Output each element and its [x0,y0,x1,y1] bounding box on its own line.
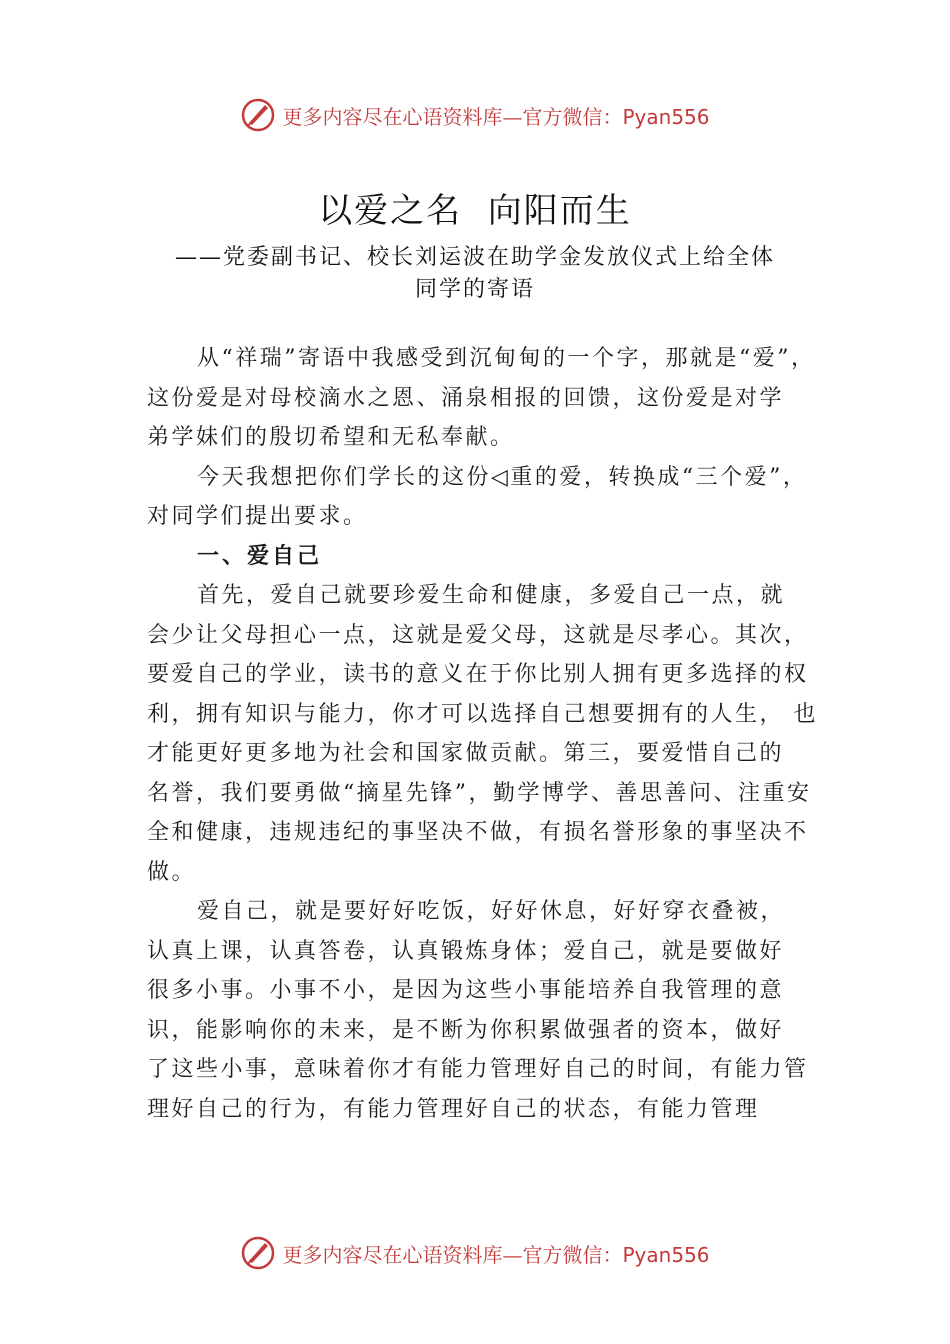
text-line: 今天我想把你们学长的这份◁重的爱，转换成“三个爱”， [197,464,808,490]
wechat-id: Pyan556 [622,1242,710,1267]
text-line: 这份爱是对母校滴水之恩、涌泉相报的回馈，这份爱是对学 [147,385,785,411]
text-line: 对同学们提出要求。 [147,504,368,529]
subtitle-line: 同学的寄语 [414,277,535,302]
footer-banner [0,1233,950,1273]
text-line: 识，能影响你的未来，是不断为你积累做强者的资本，做好 [147,1017,785,1043]
text-line: 会少让父母担心一点，这就是爱父母，这就是尽孝心。其次， [147,622,809,648]
quill-seal-icon [240,97,276,133]
text-line: 全和健康，违规违纪的事坚决不做，有损名誉形象的事坚决不 [147,820,809,845]
wechat-id: Pyan556 [622,104,710,129]
text-line: 首先，爱自己就要珍爱生命和健康，多爱自己一点，就 [197,583,786,608]
text-line: 理好自己的行为，有能力管理好自己的状态，有能力管理 [147,1096,760,1122]
text-line: 弟学妹们的殷切希望和无私奉献。 [147,425,515,450]
text-line: 认真上课，认真答卷，认真锻炼身体；爱自己，就是要做好 [147,938,785,964]
header-banner [0,95,950,135]
banner-text: 更多内容尽在心语资料库—官方微信：Pyan556 [282,1242,710,1267]
text-line: 才能更好更多地为社会和国家做贡献。第三，要爱惜自己的 [147,741,785,766]
quill-seal-icon [240,1235,276,1271]
banner-text: 更多内容尽在心语资料库—官方微信：Pyan556 [282,104,710,129]
text-line: 名誉，我们要勇做“摘星先锋”，勤学博学、善思善问、注重安 [147,780,812,806]
section-heading: 一、爱自己 [197,543,323,569]
page-subtitle [150,242,800,306]
text-line: 利，拥有知识与能力，你才可以选择自己想要拥有的人生， 也 [147,701,818,727]
text-line: 了这些小事，意味着你才有能力管理好自己的时间，有能力管 [147,1057,809,1082]
text-line: 爱自己，就是要好好吃饭，好好休息，好好穿衣叠被， [197,899,786,924]
text-line: 很多小事。小事不小，是因为这些小事能培养自我管理的意 [147,978,785,1003]
subtitle-line: ——党委副书记、校长刘运波在助学金发放仪式上给全体 [174,245,775,270]
page-title: 以爱之名 向阳而生 [318,191,632,231]
text-line: 要爱自己的学业，读书的意义在于你比别人拥有更多选择的权 [147,662,809,687]
text-line: 从“祥瑞”寄语中我感受到沉甸甸的一个字，那就是“爱”， [197,346,816,371]
body-text [147,339,827,1129]
text-line: 做。 [147,859,197,885]
